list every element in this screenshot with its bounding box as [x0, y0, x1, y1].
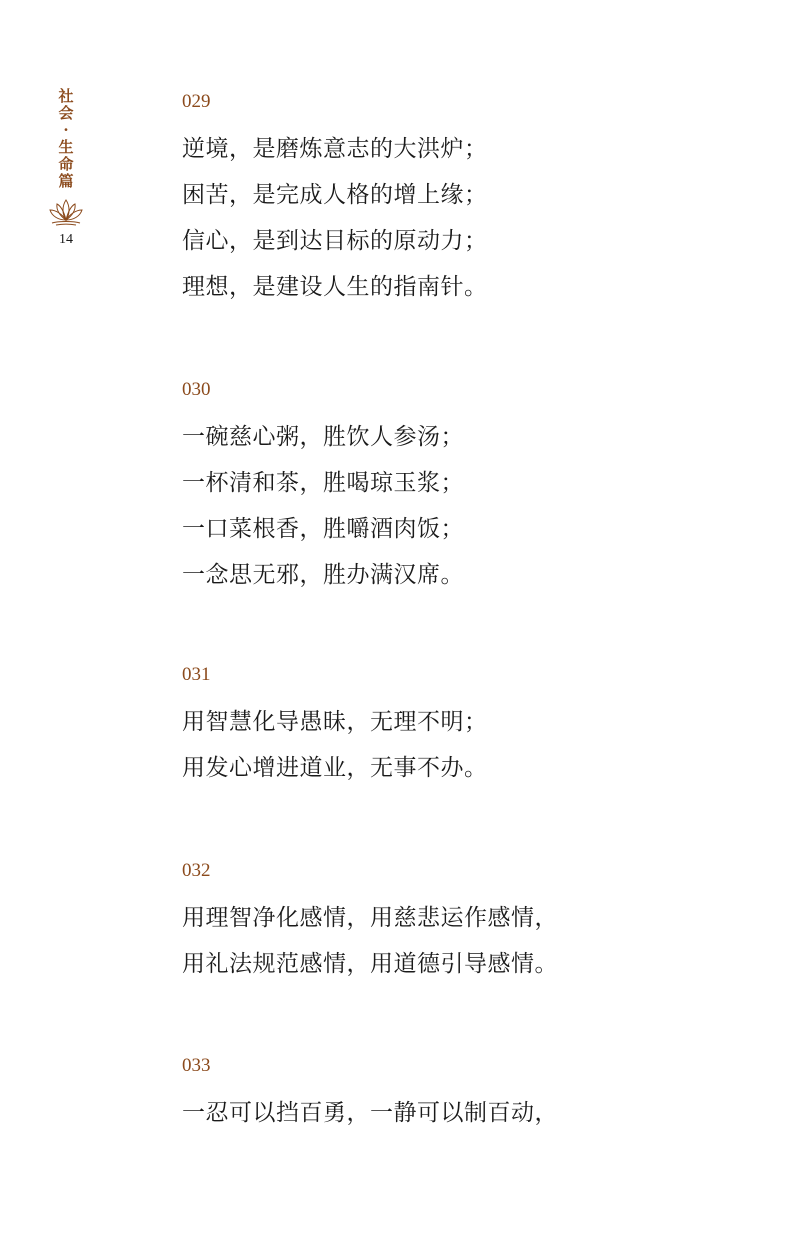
text-line: 理想，是建设人生的指南针。	[182, 274, 488, 300]
text-line: 一口菜根香，胜嚼酒肉饭；	[182, 516, 464, 542]
entry	[182, 661, 488, 791]
text-line: 逆境，是磨炼意志的大洪炉；	[182, 136, 488, 162]
text-line: 一杯清和茶，胜喝琼玉浆；	[182, 470, 464, 496]
text-line: 一碗慈心粥，胜饮人参汤；	[182, 424, 464, 450]
entry-number: 031	[182, 664, 211, 685]
entry-number: 030	[182, 379, 211, 400]
entry-text	[182, 126, 488, 310]
section-title-char: 社	[58, 87, 74, 105]
text-line: 信心，是到达目标的原动力；	[182, 228, 488, 254]
section-title-char: 篇	[58, 172, 74, 190]
section-title-char: 会	[58, 104, 74, 122]
entry-text	[182, 1090, 558, 1136]
page-number: 14	[59, 232, 73, 247]
entry	[182, 88, 488, 310]
entry	[182, 376, 464, 598]
text-line: 用理智净化感情，用慈悲运作感情，	[182, 905, 558, 931]
margin-column	[44, 88, 88, 248]
entry-text	[182, 699, 488, 791]
text-line: 困苦，是完成人格的增上缘；	[182, 182, 488, 208]
lotus-icon	[46, 196, 86, 228]
section-title-char: 生	[58, 138, 74, 156]
entry-number: 029	[182, 91, 211, 112]
text-line: 一念思无邪，胜办满汉席。	[182, 562, 464, 588]
text-line: 一忍可以挡百勇，一静可以制百动，	[182, 1100, 558, 1126]
entry	[182, 1052, 558, 1136]
section-title	[58, 88, 73, 190]
text-line: 用礼法规范感情，用道德引导感情。	[182, 951, 558, 977]
text-line: 用发心增进道业，无事不办。	[182, 755, 488, 781]
entry-number: 032	[182, 860, 211, 881]
section-title-char: ·	[63, 121, 69, 139]
entry-text	[182, 895, 558, 987]
entry	[182, 857, 558, 987]
text-line: 用智慧化导愚昧，无理不明；	[182, 709, 488, 735]
entry-text	[182, 414, 464, 598]
section-title-char: 命	[58, 155, 74, 173]
entry-number: 033	[182, 1055, 211, 1076]
